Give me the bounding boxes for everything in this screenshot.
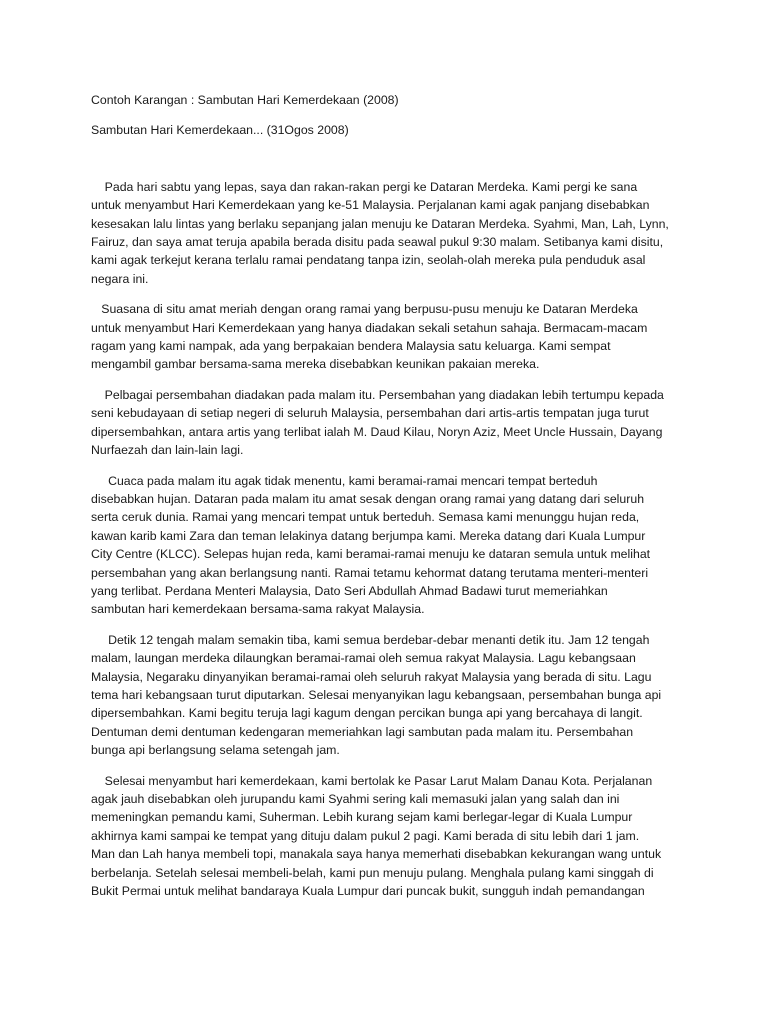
paragraph-line: memeningkan pemandu kami, Suherman. Lebih kurang sejam kami berlegar-legar di Kuala Lumpur xyxy=(91,810,633,825)
paragraph-line: Pada hari sabtu yang lepas, saya dan rakan-rakan pergi ke Dataran Merdeka. Kami pergi ke sana xyxy=(91,179,638,194)
paragraph-line: Malaysia, Negaraku dinyanyikan beramai-ramai oleh seluruh rakyat Malaysia yang berada di situ. Lagu xyxy=(91,669,652,684)
document-body xyxy=(91,91,685,912)
paragraph-line: serta ceruk dunia. Ramai yang mencari tempat untuk berteduh. Semasa kami menunggu hujan reda, xyxy=(91,510,640,525)
paragraph-line: berbelanja. Setelah selesai membeli-belah, kami pun menuju pulang. Menghala pulang kami singgah di xyxy=(91,865,654,880)
paragraph-list xyxy=(91,178,685,901)
paragraph-line: Fairuz, dan saya amat teruja apabila berada disitu pada seawal pukul 9:30 malam. Setibanya kami disitu, xyxy=(91,235,664,250)
paragraph-line: tema hari kebangsaan turut diputarkan. Selesai menyanyikan lagu kebangsaan, persembahan bunga api xyxy=(91,687,662,702)
paragraph-line: Pelbagai persembahan diadakan pada malam itu. Persembahan yang diadakan lebih tertumpu kepada xyxy=(91,387,664,402)
paragraph xyxy=(91,386,685,460)
paragraph-line: agak jauh disebabkan oleh jurupandu kami Syahmi sering kali memasuki jalan yang salah dan ini xyxy=(91,792,620,806)
paragraph xyxy=(91,178,685,288)
paragraph-line: disebabkan hujan. Dataran pada malam itu amat sesak dengan orang ramai yang datang dari seluruh xyxy=(91,491,645,506)
paragraph-line: dipersembahkan, antara artis yang terlibat ialah M. Daud Kilau, Noryn Aziz, Meet Uncle Hussain, Dayang xyxy=(91,424,663,439)
paragraph xyxy=(91,631,685,760)
paragraph-line: untuk menyambut Hari Kemerdekaan yang hanya diadakan sekali setahun sahaja. Bermacam-macam xyxy=(91,320,648,335)
paragraph-line: Cuaca pada malam itu agak tidak menentu, kami beramai-ramai mencari tempat berteduh xyxy=(91,473,598,488)
paragraph-line: Suasana di situ amat meriah dengan orang ramai yang berpusu-pusu menuju ke Dataran Merdeka xyxy=(91,302,638,317)
paragraph-line: City Centre (KLCC). Selepas hujan reda, kami beramai-ramai menuju ke dataran semula untuk melihat xyxy=(91,547,651,562)
paragraph-line: mengambil gambar bersama-sama mereka disebabkan keunikan pakaian mereka. xyxy=(91,357,540,372)
paragraph-line: Nurfaezah dan lain-lain lagi. xyxy=(91,443,244,458)
paragraph-line: kawan karib kami Zara dan teman lelakinya datang berjumpa kami. Mereka datang dari Kuala Lumpur xyxy=(91,528,646,543)
paragraph-line: kami agak terkejut kerana terlalu ramai pendatang tanpa izin, seolah-olah mereka pula penduduk asal xyxy=(91,253,646,268)
paragraph-line: malam, laungan merdeka dilaungkan beramai-ramai oleh semua rakyat Malaysia. Lagu kebangsaan xyxy=(91,651,636,666)
paragraph-line: ragam yang kami nampak, ada yang berpakaian bendera Malaysia satu keluarga. Kami sempat xyxy=(91,339,611,354)
paragraph-line: seni kebudayaan di setiap negeri di seluruh Malaysia, persembahan dari artis-artis tempatan juga turut xyxy=(91,406,649,421)
paragraph-line: akhirnya kami sampai ke tempat yang dituju dalam pukul 2 pagi. Kami berada di situ lebih dari 1 jam. xyxy=(91,828,640,843)
paragraph-line: negara ini. xyxy=(91,271,149,286)
paragraph-line: persembahan yang akan berlangsung nanti. Ramai tetamu kehormat datang terutama menteri-menteri xyxy=(91,565,649,580)
document-subtitle: Sambutan Hari Kemerdekaan... (31Ogos 2008) xyxy=(91,123,349,138)
paragraph xyxy=(91,300,685,374)
paragraph-line: untuk menyambut Hari Kemerdekaan yang ke-51 Malaysia. Perjalanan kami agak panjang disebabkan xyxy=(91,198,650,213)
paragraph xyxy=(91,472,685,619)
paragraph-line: kesesakan lalu lintas yang berlaku sepanjang jalan menuju ke Dataran Merdeka. Syahmi, Man, Lah, Lynn, xyxy=(91,216,669,231)
paragraph-line: Dentuman demi dentuman kedengaran memeriahkan lagi sambutan pada malam itu. Persembahan xyxy=(91,724,634,739)
paragraph xyxy=(91,772,685,901)
paragraph-line: yang terlibat. Perdana Menteri Malaysia, Dato Seri Abdullah Ahmad Badawi turut memeriahkan xyxy=(91,583,608,598)
paragraph-line: sambutan hari kemerdekaan bersama-sama rakyat Malaysia. xyxy=(91,602,425,617)
document-title: Contoh Karangan : Sambutan Hari Kemerdekaan (2008) xyxy=(91,93,399,107)
paragraph-line: Bukit Permai untuk melihat bandaraya Kuala Lumpur dari puncak bukit, sungguh indah pemandangan xyxy=(91,884,645,899)
paragraph-line: bunga api berlangsung selama setengah jam. xyxy=(91,743,340,758)
paragraph-line: Selesai menyambut hari kemerdekaan, kami bertolak ke Pasar Larut Malam Danau Kota. Perjalanan xyxy=(91,773,653,788)
paragraph-line: Detik 12 tengah malam semakin tiba, kami semua berdebar-debar menanti detik itu. Jam 12 tengah xyxy=(91,632,650,647)
paragraph-line: Man dan Lah hanya membeli topi, manakala saya hanya memerhati disebabkan kekurangan wang untuk xyxy=(91,847,662,862)
paragraph-line: dipersembahkan. Kami begitu teruja lagi kagum dengan percikan bunga api yang bercahaya di langit. xyxy=(91,706,643,721)
